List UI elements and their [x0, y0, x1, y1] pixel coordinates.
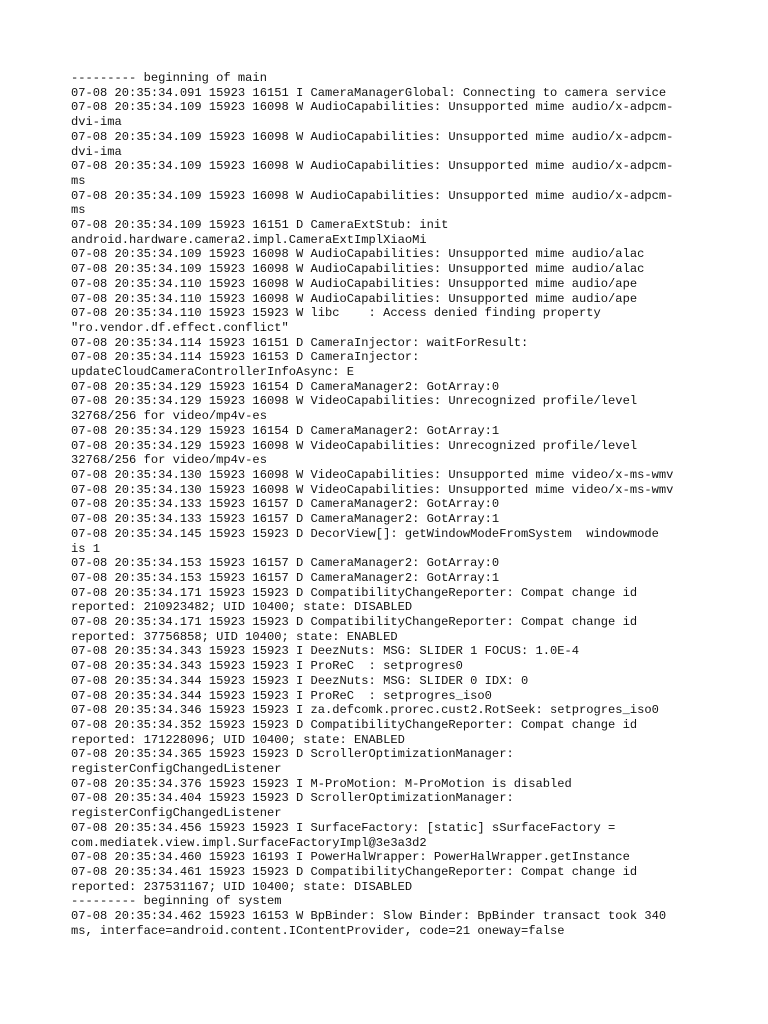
log-line: 07-08 20:35:34.344 15923 15923 I DeezNuts: MSG: SLIDER 0 IDX: 0 — [71, 673, 529, 688]
log-line: 07-08 20:35:34.114 15923 16151 D CameraInjector: waitForResult: — [71, 335, 529, 350]
log-line: --------- beginning of system — [71, 894, 282, 909]
log-line: 07-08 20:35:34.344 15923 15923 I ProReC : setprogres_iso0 — [71, 688, 492, 703]
log-line: 07-08 20:35:34.456 15923 15923 I SurfaceFactory: [static] sSurfaceFactory = — [71, 820, 616, 835]
log-line: android.hardware.camera2.impl.CameraExtImplXiaoMi — [71, 232, 427, 247]
log-line: 32768/256 for video/mp4v-es — [71, 453, 267, 468]
log-line: 07-08 20:35:34.110 15923 15923 W libc : Access denied finding property — [71, 306, 601, 321]
log-line: 07-08 20:35:34.346 15923 15923 I za.defcomk.prorec.cust2.RotSeek: setprogres_iso0 — [71, 703, 659, 718]
log-line: 07-08 20:35:34.171 15923 15923 D CompatibilityChangeReporter: Compat change id — [71, 615, 638, 630]
log-line: 07-08 20:35:34.110 15923 16098 W AudioCapabilities: Unsupported mime audio/ape — [71, 291, 638, 306]
log-line: updateCloudCameraControllerInfoAsync: E — [71, 365, 355, 380]
log-line: 07-08 20:35:34.109 15923 16098 W AudioCapabilities: Unsupported mime audio/x-adpcm- — [71, 188, 674, 203]
log-line: 07-08 20:35:34.460 15923 16193 I PowerHalWrapper: PowerHalWrapper.getInstance — [71, 850, 630, 865]
log-output — [71, 71, 711, 938]
log-line: 07-08 20:35:34.130 15923 16098 W VideoCapabilities: Unsupported mime video/x-ms-wmv — [71, 467, 674, 482]
log-line: 07-08 20:35:34.343 15923 15923 I DeezNuts: MSG: SLIDER 1 FOCUS: 1.0E-4 — [71, 644, 580, 659]
log-line: reported: 37756858; UID 10400; state: ENABLED — [71, 629, 398, 644]
log-line: reported: 171228096; UID 10400; state: ENABLED — [71, 732, 405, 747]
log-line: ms — [71, 203, 86, 218]
log-line: 07-08 20:35:34.109 15923 16098 W AudioCapabilities: Unsupported mime audio/x-adpcm- — [71, 100, 674, 115]
log-line: 07-08 20:35:34.365 15923 15923 D ScrollerOptimizationManager: — [71, 747, 514, 762]
log-line: 07-08 20:35:34.130 15923 16098 W VideoCapabilities: Unsupported mime video/x-ms-wmv — [71, 482, 674, 497]
log-line: 07-08 20:35:34.404 15923 15923 D ScrollerOptimizationManager: — [71, 791, 514, 806]
log-line: dvi-ima — [71, 115, 122, 130]
log-line: dvi-ima — [71, 144, 122, 159]
log-line: 07-08 20:35:34.376 15923 15923 I M-ProMotion: M-ProMotion is disabled — [71, 776, 572, 791]
log-line: ms, interface=android.content.IContentProvider, code=21 oneway=false — [71, 923, 565, 938]
log-line: --------- beginning of main — [71, 71, 267, 85]
log-line: 07-08 20:35:34.153 15923 16157 D CameraManager2: GotArray:0 — [71, 556, 500, 571]
log-line: 07-08 20:35:34.110 15923 16098 W AudioCapabilities: Unsupported mime audio/ape — [71, 276, 638, 291]
log-line: 07-08 20:35:34.109 15923 16098 W AudioCapabilities: Unsupported mime audio/x-adpcm- — [71, 159, 674, 174]
log-line: 07-08 20:35:34.109 15923 16098 W AudioCapabilities: Unsupported mime audio/alac — [71, 262, 645, 277]
log-line: 07-08 20:35:34.461 15923 15923 D CompatibilityChangeReporter: Compat change id — [71, 864, 638, 879]
log-line: 07-08 20:35:34.133 15923 16157 D CameraManager2: GotArray:1 — [71, 512, 500, 527]
log-line: 07-08 20:35:34.133 15923 16157 D CameraManager2: GotArray:0 — [71, 497, 500, 512]
log-line: 07-08 20:35:34.129 15923 16098 W VideoCapabilities: Unrecognized profile/level — [71, 438, 638, 453]
log-line: 07-08 20:35:34.109 15923 16098 W AudioCapabilities: Unsupported mime audio/alac — [71, 247, 645, 262]
log-line: "ro.vendor.df.effect.conflict" — [71, 320, 289, 335]
log-line: 07-08 20:35:34.171 15923 15923 D CompatibilityChangeReporter: Compat change id — [71, 585, 638, 600]
log-line: 07-08 20:35:34.129 15923 16154 D CameraManager2: GotArray:1 — [71, 423, 500, 438]
log-line: reported: 237531167; UID 10400; state: DISABLED — [71, 879, 413, 894]
log-line: registerConfigChangedListener — [71, 806, 282, 821]
log-line: registerConfigChangedListener — [71, 762, 282, 777]
log-line: 07-08 20:35:34.091 15923 16151 I CameraManagerGlobal: Connecting to camera service — [71, 85, 667, 100]
log-line: 07-08 20:35:34.462 15923 16153 W BpBinder: Slow Binder: BpBinder transact took 340 — [71, 909, 667, 924]
log-line: 07-08 20:35:34.352 15923 15923 D CompatibilityChangeReporter: Compat change id — [71, 717, 638, 732]
log-line: 32768/256 for video/mp4v-es — [71, 409, 267, 424]
log-line: 07-08 20:35:34.114 15923 16153 D CameraInjector: — [71, 350, 420, 365]
log-line: 07-08 20:35:34.109 15923 16098 W AudioCapabilities: Unsupported mime audio/x-adpcm- — [71, 129, 674, 144]
log-line: 07-08 20:35:34.153 15923 16157 D CameraManager2: GotArray:1 — [71, 570, 500, 585]
log-line: 07-08 20:35:34.129 15923 16154 D CameraManager2: GotArray:0 — [71, 379, 500, 394]
log-line: is 1 — [71, 541, 101, 556]
log-line: com.mediatek.view.impl.SurfaceFactoryImpl@3e3a3d2 — [71, 835, 427, 850]
log-line: 07-08 20:35:34.109 15923 16151 D CameraExtStub: init — [71, 218, 449, 233]
log-line: 07-08 20:35:34.343 15923 15923 I ProReC : setprogres0 — [71, 659, 463, 674]
log-line: 07-08 20:35:34.129 15923 16098 W VideoCapabilities: Unrecognized profile/level — [71, 394, 638, 409]
log-line: reported: 210923482; UID 10400; state: DISABLED — [71, 600, 413, 615]
log-line: ms — [71, 173, 86, 188]
log-line: 07-08 20:35:34.145 15923 15923 D DecorView[]: getWindowModeFromSystem windowmode — [71, 526, 659, 541]
